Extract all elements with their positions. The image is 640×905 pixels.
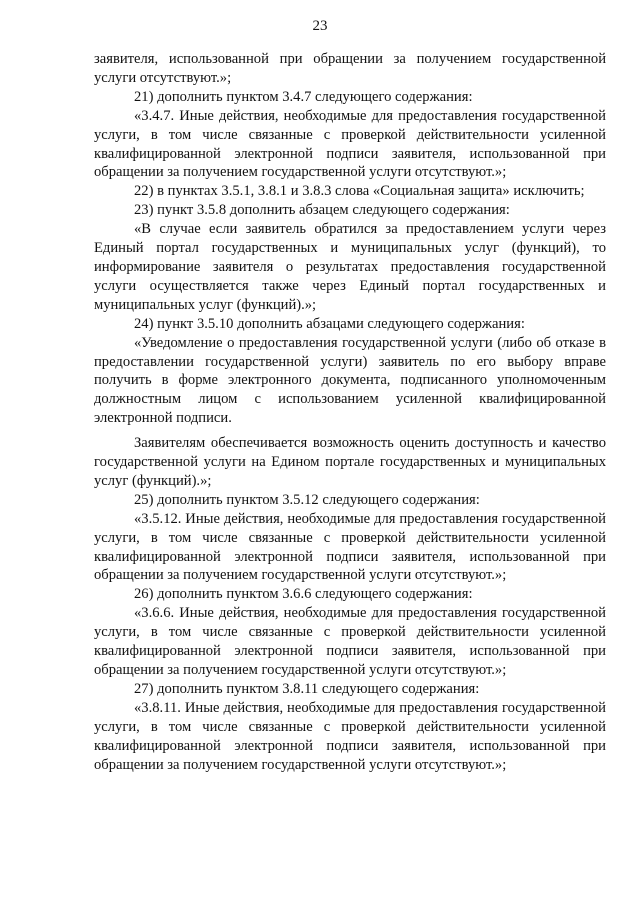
quoted-clause-3-5-10-part-2: Заявителям обеспечивается возможность оценить доступность и качество государственной услуги на Едином портале государственных и муниципальных услуг (функций).»; (94, 435, 606, 489)
amendment-item-22: 22) в пунктах 3.5.1, 3.8.1 и 3.8.3 слова «Социальная защита» исключить; (134, 183, 585, 200)
document-body (94, 50, 606, 774)
page-number: 23 (312, 18, 328, 34)
quoted-clause-3-6-6: «3.6.6. Иные действия, необходимые для предоставления государственной услуги, в том числе связанные с проверкой действительности усиленной квалифицированной электронной подписи заявителя, использованной при обращении за получением государственной услуги отсутствуют.»; (94, 605, 606, 678)
quoted-clause-3-5-8: «В случае если заявитель обратился за предоставлением услуги через Единый портал государственных и муниципальных услуг (функций), то информирование заявителя о результатах предоставления государственной услуги осуществляется также через Единый портал государственных и муниципальных услуг (функций).»; (94, 221, 606, 313)
amendment-item-21: 21) дополнить пунктом 3.4.7 следующего содержания: (134, 88, 473, 105)
quoted-clause-3-5-10-part-1: «Уведомление о предоставления государственной услуги (либо об отказе в предоставлении государственной услуги) заявитель по его выбору вправе получить в форме электронного документа, подписанного уполномоченным должностным лицом с использованием усиленной квалифицированной электронной подписи. (94, 334, 606, 427)
amendment-item-26: 26) дополнить пунктом 3.6.6 следующего содержания: (134, 586, 473, 603)
amendment-item-25: 25) дополнить пунктом 3.5.12 следующего содержания: (134, 491, 480, 508)
quoted-clause-3-8-11: «3.8.11. Иные действия, необходимые для предоставления государственной услуги, в том числе связанные с проверкой действительности усиленной квалифицированной электронной подписи заявителя, использованной при обращении за получением государственной услуги отсутствуют.»; (94, 699, 606, 773)
amendment-item-23: 23) пункт 3.5.8 дополнить абзацем следующего содержания: (134, 202, 510, 219)
amendment-item-27: 27) дополнить пунктом 3.8.11 следующего содержания: (134, 680, 480, 697)
quoted-clause-3-4-7: «3.4.7. Иные действия, необходимые для предоставления государственной услуги, в том числе связанные с проверкой действительности усиленной квалифицированной электронной подписи заявителя, использованной при обращении за получением государственной услуги отсутствуют.»; (94, 107, 606, 181)
quoted-clause-3-5-12: «3.5.12. Иные действия, необходимые для предоставления государственной услуги, в том числе связанные с проверкой действительности усиленной квалифицированной электронной подписи заявителя, использованной при обращении за получением государственной услуги отсутствуют.»; (94, 510, 606, 584)
amendment-item-24: 24) пункт 3.5.10 дополнить абзацами следующего содержания: (134, 315, 525, 332)
paragraph-continuation: заявителя, использованной при обращении за получением государственной услуги отсутствуют.»; (94, 51, 606, 86)
